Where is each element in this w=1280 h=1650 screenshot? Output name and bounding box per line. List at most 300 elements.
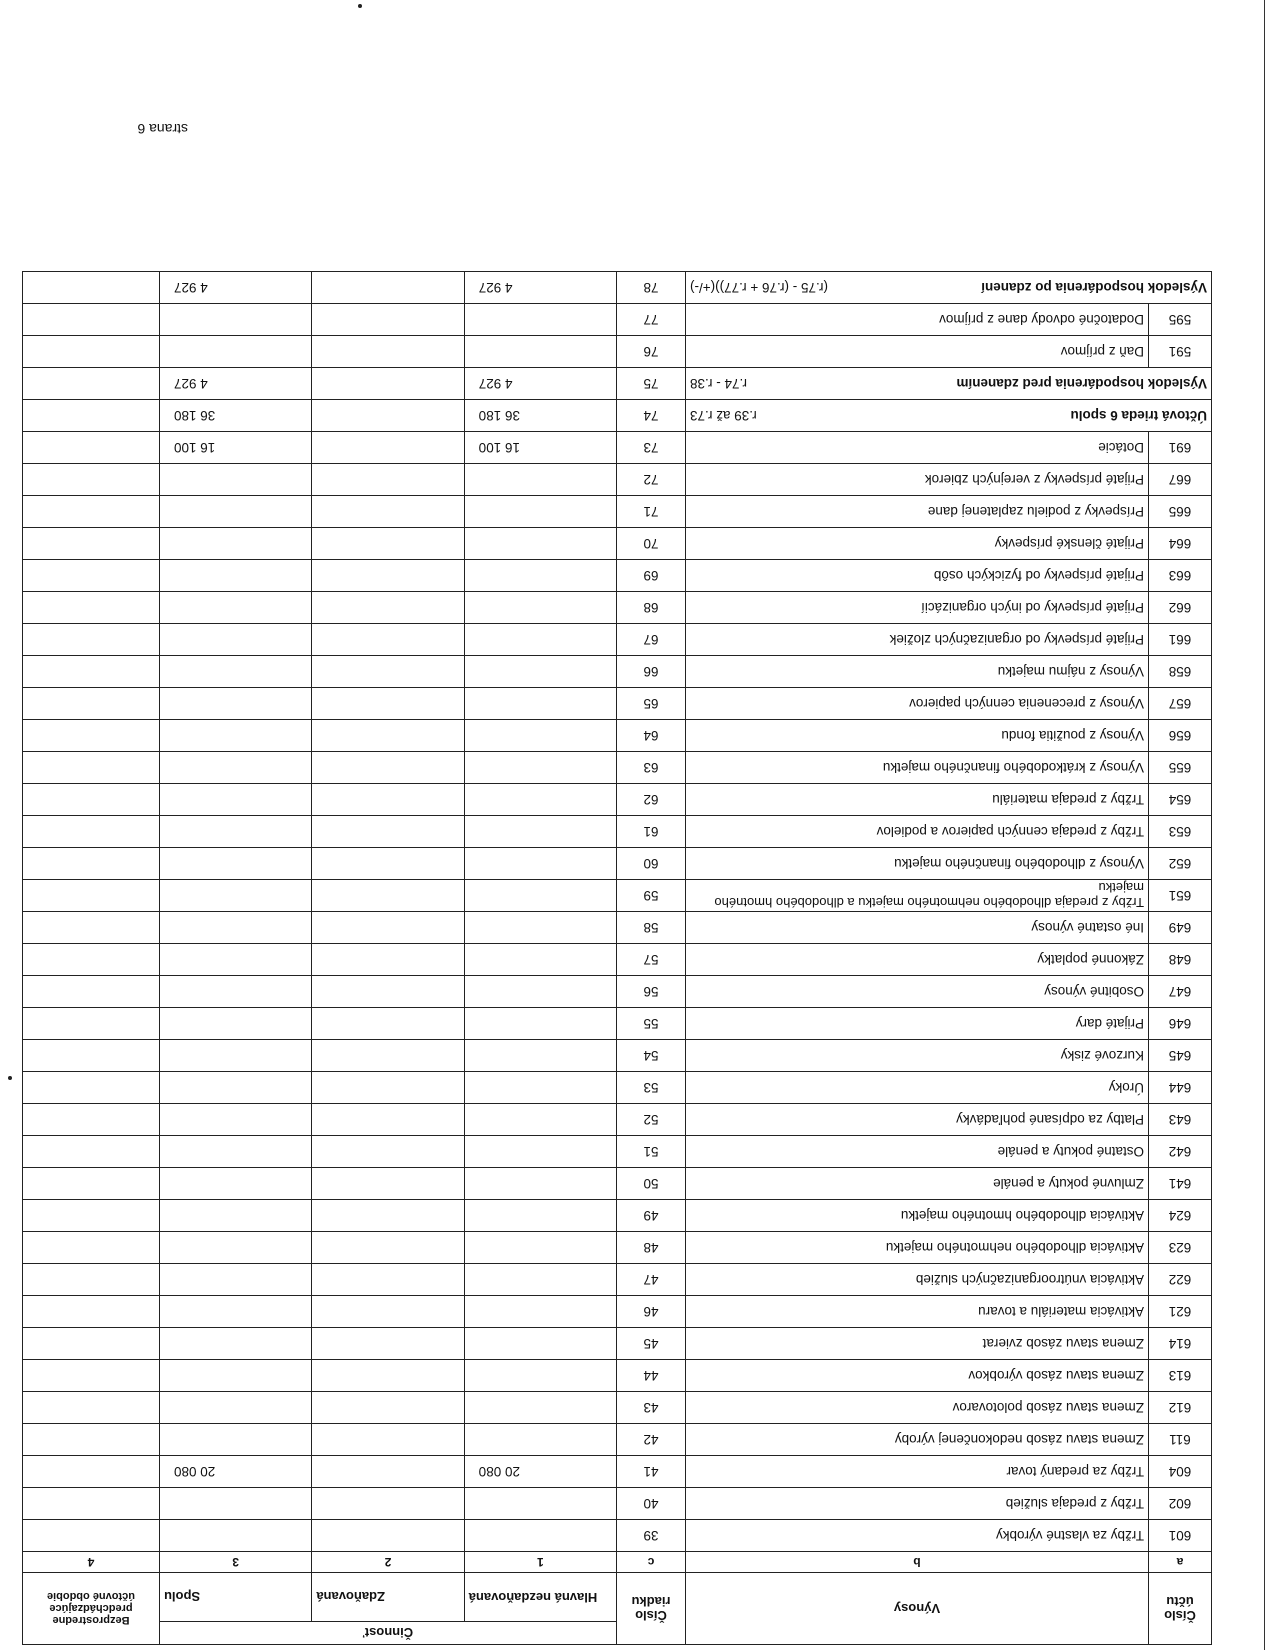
- value-taxed: [312, 816, 464, 848]
- account-number: 645: [1149, 1040, 1212, 1072]
- column-index: 3: [160, 1552, 312, 1573]
- revenue-table: [22, 271, 1212, 1645]
- value-main-untaxed: [464, 944, 616, 976]
- value-total: [160, 944, 312, 976]
- value-previous-period: [23, 1360, 160, 1392]
- table-row: [23, 1360, 1212, 1392]
- account-number: 614: [1149, 1328, 1212, 1360]
- account-number: 691: [1149, 432, 1212, 464]
- row-number: 61: [617, 816, 686, 848]
- value-total: [160, 1008, 312, 1040]
- row-number: 58: [617, 912, 686, 944]
- value-total: [160, 1424, 312, 1456]
- table-row: [23, 368, 1212, 400]
- value-total: [160, 816, 312, 848]
- value-total: [160, 336, 312, 368]
- row-label: Príspevky z podielu zaplatenej dane: [686, 496, 1149, 528]
- value-taxed: [312, 368, 464, 400]
- table-row: [23, 1424, 1212, 1456]
- value-main-untaxed: [464, 464, 616, 496]
- value-main-untaxed: [464, 784, 616, 816]
- table-row: [23, 944, 1212, 976]
- table-row: [23, 528, 1212, 560]
- row-label: Tržby z predaja služieb: [686, 1488, 1149, 1520]
- value-taxed: [312, 1072, 464, 1104]
- value-main-untaxed: [464, 592, 616, 624]
- table-row: [23, 1264, 1212, 1296]
- row-number: 76: [617, 336, 686, 368]
- header-taxed: Zdaňovaná: [312, 1573, 464, 1622]
- value-taxed: [312, 1456, 464, 1488]
- row-number: 52: [617, 1104, 686, 1136]
- value-taxed: [312, 528, 464, 560]
- column-index-row: [23, 1552, 1212, 1573]
- value-previous-period: [23, 1008, 160, 1040]
- row-label: Prijaté príspevky od organizačných zložiek: [686, 624, 1149, 656]
- account-number: 661: [1149, 624, 1212, 656]
- account-number: 651: [1149, 880, 1212, 912]
- value-taxed: [312, 624, 464, 656]
- value-previous-period: [23, 912, 160, 944]
- row-label: Aktivácia dlhodobého nehmotného majetku: [686, 1232, 1149, 1264]
- value-previous-period: [23, 1136, 160, 1168]
- row-formula: r.39 až r.73: [690, 408, 757, 423]
- header-revenues: Výnosy: [686, 1573, 1149, 1645]
- value-total: [160, 656, 312, 688]
- value-total: 36 180: [160, 400, 312, 432]
- table-row: [23, 1072, 1212, 1104]
- row-label-text: Účtová trieda 6 spolu: [1070, 408, 1207, 423]
- value-taxed: [312, 432, 464, 464]
- value-main-untaxed: [464, 720, 616, 752]
- value-main-untaxed: [464, 688, 616, 720]
- value-previous-period: [23, 272, 160, 304]
- row-label: Kurzové zisky: [686, 1040, 1149, 1072]
- row-number: 53: [617, 1072, 686, 1104]
- value-taxed: [312, 272, 464, 304]
- row-number: 57: [617, 944, 686, 976]
- value-main-untaxed: [464, 1200, 616, 1232]
- value-previous-period: [23, 1040, 160, 1072]
- column-index: 1: [464, 1552, 616, 1573]
- row-number: 49: [617, 1200, 686, 1232]
- row-label: Dodatočné odvody dane z príjmov: [686, 304, 1149, 336]
- value-main-untaxed: [464, 1168, 616, 1200]
- table-row: [23, 1456, 1212, 1488]
- account-number: 653: [1149, 816, 1212, 848]
- value-total: [160, 1168, 312, 1200]
- value-previous-period: [23, 976, 160, 1008]
- table-row: [23, 1168, 1212, 1200]
- account-number: 622: [1149, 1264, 1212, 1296]
- value-main-untaxed: [464, 1136, 616, 1168]
- value-previous-period: [23, 1392, 160, 1424]
- row-number: 64: [617, 720, 686, 752]
- row-formula: (r.75 - (r.76 + r.77))(+/-): [690, 280, 829, 295]
- table-row: [23, 464, 1212, 496]
- account-number: 623: [1149, 1232, 1212, 1264]
- value-total: [160, 1200, 312, 1232]
- value-total: [160, 1360, 312, 1392]
- value-main-untaxed: [464, 1040, 616, 1072]
- row-label: Dotácie: [686, 432, 1149, 464]
- account-number: 656: [1149, 720, 1212, 752]
- value-total: [160, 1264, 312, 1296]
- table-row: [23, 816, 1212, 848]
- value-previous-period: [23, 496, 160, 528]
- value-taxed: [312, 752, 464, 784]
- row-number: 67: [617, 624, 686, 656]
- value-total: [160, 912, 312, 944]
- value-taxed: [312, 1264, 464, 1296]
- value-total: [160, 464, 312, 496]
- account-number: 604: [1149, 1456, 1212, 1488]
- value-taxed: [312, 688, 464, 720]
- row-number: 68: [617, 592, 686, 624]
- row-number: 44: [617, 1360, 686, 1392]
- row-number: 41: [617, 1456, 686, 1488]
- table-row: [23, 1488, 1212, 1520]
- value-previous-period: [23, 1232, 160, 1264]
- row-label: Tržby z predaja cenných papierov a podielov: [686, 816, 1149, 848]
- row-label: Platby za odpísané pohľadávky: [686, 1104, 1149, 1136]
- value-main-untaxed: 36 180: [464, 400, 616, 432]
- value-total: [160, 1520, 312, 1552]
- account-number: 641: [1149, 1168, 1212, 1200]
- account-number: 654: [1149, 784, 1212, 816]
- table-row: [23, 400, 1212, 432]
- row-number: 42: [617, 1424, 686, 1456]
- value-previous-period: [23, 1072, 160, 1104]
- table-row: [23, 560, 1212, 592]
- value-previous-period: [23, 1104, 160, 1136]
- value-taxed: [312, 336, 464, 368]
- account-number: 595: [1149, 304, 1212, 336]
- table-row: [23, 880, 1212, 912]
- value-taxed: [312, 784, 464, 816]
- value-total: [160, 1328, 312, 1360]
- value-main-untaxed: [464, 1104, 616, 1136]
- table-row: [23, 432, 1212, 464]
- page-number: strana 6: [137, 121, 188, 137]
- header-total: Spolu: [160, 1573, 312, 1622]
- value-main-untaxed: [464, 1488, 616, 1520]
- value-total: [160, 1136, 312, 1168]
- account-number: 662: [1149, 592, 1212, 624]
- row-number: 54: [617, 1040, 686, 1072]
- value-taxed: [312, 880, 464, 912]
- account-number: 652: [1149, 848, 1212, 880]
- row-label: Daň z príjmov: [686, 336, 1149, 368]
- value-total: [160, 1040, 312, 1072]
- value-total: 4 927: [160, 272, 312, 304]
- row-label: Zmena stavu zásob zvierat: [686, 1328, 1149, 1360]
- value-main-untaxed: [464, 528, 616, 560]
- table-row: [23, 848, 1212, 880]
- value-taxed: [312, 1168, 464, 1200]
- account-number: 624: [1149, 1200, 1212, 1232]
- table-row: [23, 752, 1212, 784]
- value-main-untaxed: [464, 1264, 616, 1296]
- value-previous-period: [23, 1424, 160, 1456]
- value-total: 16 100: [160, 432, 312, 464]
- row-number: 45: [617, 1328, 686, 1360]
- row-label: Výnosy z precenenia cenných papierov: [686, 688, 1149, 720]
- value-main-untaxed: [464, 1072, 616, 1104]
- value-previous-period: [23, 1296, 160, 1328]
- value-taxed: [312, 1040, 464, 1072]
- row-label: Tržby za vlastné výrobky: [686, 1520, 1149, 1552]
- table-row: [23, 1520, 1212, 1552]
- account-number: 667: [1149, 464, 1212, 496]
- row-number: 62: [617, 784, 686, 816]
- value-total: [160, 496, 312, 528]
- table-row: [23, 1296, 1212, 1328]
- value-total: [160, 752, 312, 784]
- row-label: [686, 368, 1212, 400]
- header-activity: Činnosť: [160, 1622, 617, 1645]
- value-total: [160, 1296, 312, 1328]
- row-number: 43: [617, 1392, 686, 1424]
- account-number: 665: [1149, 496, 1212, 528]
- value-main-untaxed: [464, 976, 616, 1008]
- account-number: 642: [1149, 1136, 1212, 1168]
- account-number: 647: [1149, 976, 1212, 1008]
- value-total: 20 080: [160, 1456, 312, 1488]
- value-taxed: [312, 1008, 464, 1040]
- row-label: Zmena stavu zásob výrobkov: [686, 1360, 1149, 1392]
- value-taxed: [312, 1520, 464, 1552]
- value-total: [160, 624, 312, 656]
- value-taxed: [312, 1104, 464, 1136]
- row-label-text: Výsledok hospodárenia pred zdanením: [956, 376, 1207, 391]
- row-number: 78: [617, 272, 686, 304]
- row-number: 39: [617, 1520, 686, 1552]
- table-row: [23, 304, 1212, 336]
- account-number: 591: [1149, 336, 1212, 368]
- value-previous-period: [23, 1168, 160, 1200]
- value-main-untaxed: [464, 1008, 616, 1040]
- value-taxed: [312, 1424, 464, 1456]
- row-number: 73: [617, 432, 686, 464]
- row-number: 59: [617, 880, 686, 912]
- row-number: 75: [617, 368, 686, 400]
- row-label: Aktivácia materiálu a tovaru: [686, 1296, 1149, 1328]
- value-previous-period: [23, 432, 160, 464]
- value-taxed: [312, 720, 464, 752]
- row-number: 66: [617, 656, 686, 688]
- header-row-number: Číslo riadku: [617, 1573, 686, 1645]
- value-main-untaxed: [464, 1520, 616, 1552]
- row-number: 55: [617, 1008, 686, 1040]
- value-previous-period: [23, 720, 160, 752]
- value-taxed: [312, 560, 464, 592]
- row-label-text: Výsledok hospodárenia po zdanení: [981, 280, 1207, 295]
- table-row: [23, 912, 1212, 944]
- account-number: 649: [1149, 912, 1212, 944]
- account-number: 643: [1149, 1104, 1212, 1136]
- value-taxed: [312, 1392, 464, 1424]
- value-total: [160, 784, 312, 816]
- page-edge-line: [1264, 0, 1265, 1650]
- row-label: Výnosy z použitia fondu: [686, 720, 1149, 752]
- value-previous-period: [23, 528, 160, 560]
- table-row: [23, 1104, 1212, 1136]
- value-main-untaxed: [464, 1360, 616, 1392]
- table-row: [23, 1040, 1212, 1072]
- row-label: Tržby za predaný tovar: [686, 1456, 1149, 1488]
- value-total: [160, 880, 312, 912]
- value-taxed: [312, 592, 464, 624]
- value-main-untaxed: [464, 656, 616, 688]
- value-main-untaxed: [464, 336, 616, 368]
- value-previous-period: [23, 1456, 160, 1488]
- table-row: [23, 688, 1212, 720]
- column-index: 2: [312, 1552, 464, 1573]
- value-total: [160, 560, 312, 592]
- row-number: 40: [617, 1488, 686, 1520]
- value-total: [160, 528, 312, 560]
- value-taxed: [312, 1200, 464, 1232]
- value-main-untaxed: [464, 1328, 616, 1360]
- value-taxed: [312, 944, 464, 976]
- row-number: 47: [617, 1264, 686, 1296]
- value-taxed: [312, 1232, 464, 1264]
- table-row: [23, 1136, 1212, 1168]
- row-number: 51: [617, 1136, 686, 1168]
- value-previous-period: [23, 400, 160, 432]
- column-index: c: [617, 1552, 686, 1573]
- row-number: 63: [617, 752, 686, 784]
- row-label: Iné ostatné výnosy: [686, 912, 1149, 944]
- account-number: 657: [1149, 688, 1212, 720]
- value-previous-period: [23, 816, 160, 848]
- value-previous-period: [23, 944, 160, 976]
- row-number: 70: [617, 528, 686, 560]
- row-label: Prijaté príspevky od fyzických osôb: [686, 560, 1149, 592]
- row-number: 74: [617, 400, 686, 432]
- account-number: 612: [1149, 1392, 1212, 1424]
- table-row: [23, 976, 1212, 1008]
- row-label: Aktivácia vnútroorganizačných služieb: [686, 1264, 1149, 1296]
- row-number: 77: [617, 304, 686, 336]
- value-main-untaxed: [464, 1424, 616, 1456]
- value-main-untaxed: [464, 912, 616, 944]
- value-previous-period: [23, 624, 160, 656]
- table-row: [23, 624, 1212, 656]
- value-previous-period: [23, 688, 160, 720]
- row-number: 48: [617, 1232, 686, 1264]
- row-label: Prijaté dary: [686, 1008, 1149, 1040]
- row-label: Tržby z predaja dlhodobého nehmotného majetku a dlhodobého hmotného majetku: [686, 880, 1149, 912]
- value-main-untaxed: [464, 624, 616, 656]
- column-index: b: [686, 1552, 1149, 1573]
- row-label: Úroky: [686, 1072, 1149, 1104]
- row-number: 72: [617, 464, 686, 496]
- row-label: Prijaté členské príspevky: [686, 528, 1149, 560]
- row-label: [686, 400, 1212, 432]
- column-index: a: [1149, 1552, 1212, 1573]
- value-main-untaxed: [464, 880, 616, 912]
- row-label: Osobitné výnosy: [686, 976, 1149, 1008]
- value-total: [160, 1072, 312, 1104]
- value-previous-period: [23, 336, 160, 368]
- value-taxed: [312, 496, 464, 528]
- scan-speck: [8, 1076, 12, 1080]
- value-total: [160, 720, 312, 752]
- row-label: Prijaté príspevky od iných organizácií: [686, 592, 1149, 624]
- value-main-untaxed: [464, 752, 616, 784]
- value-total: [160, 1232, 312, 1264]
- value-main-untaxed: [464, 848, 616, 880]
- row-label: Ostatné pokuty a penále: [686, 1136, 1149, 1168]
- value-total: [160, 1488, 312, 1520]
- value-previous-period: [23, 656, 160, 688]
- row-label: Zmena stavu zásob nedokončenej výroby: [686, 1424, 1149, 1456]
- table-row: [23, 272, 1212, 304]
- header-account: Číslo účtu: [1149, 1573, 1212, 1645]
- value-total: [160, 688, 312, 720]
- revenue-rows: [23, 272, 1212, 1552]
- value-previous-period: [23, 1264, 160, 1296]
- table-row: [23, 656, 1212, 688]
- value-main-untaxed: [464, 304, 616, 336]
- account-number: 646: [1149, 1008, 1212, 1040]
- table-row: [23, 592, 1212, 624]
- value-taxed: [312, 1136, 464, 1168]
- value-taxed: [312, 848, 464, 880]
- row-number: 60: [617, 848, 686, 880]
- value-previous-period: [23, 1328, 160, 1360]
- value-total: [160, 1392, 312, 1424]
- row-label: Výnosy z krátkodobého finančného majetku: [686, 752, 1149, 784]
- value-previous-period: [23, 1488, 160, 1520]
- row-number: 46: [617, 1296, 686, 1328]
- table-row: [23, 1200, 1212, 1232]
- table-row: [23, 720, 1212, 752]
- account-number: 621: [1149, 1296, 1212, 1328]
- value-previous-period: [23, 560, 160, 592]
- value-total: [160, 592, 312, 624]
- row-label: Výnosy z nájmu majetku: [686, 656, 1149, 688]
- column-index: 4: [23, 1552, 160, 1573]
- value-main-untaxed: 4 927: [464, 368, 616, 400]
- value-previous-period: [23, 464, 160, 496]
- value-main-untaxed: [464, 1392, 616, 1424]
- value-taxed: [312, 400, 464, 432]
- value-taxed: [312, 1328, 464, 1360]
- row-number: 50: [617, 1168, 686, 1200]
- row-label: Prijaté príspevky z verejných zbierok: [686, 464, 1149, 496]
- row-number: 71: [617, 496, 686, 528]
- value-previous-period: [23, 1200, 160, 1232]
- account-number: 655: [1149, 752, 1212, 784]
- value-previous-period: [23, 880, 160, 912]
- value-taxed: [312, 1296, 464, 1328]
- account-number: 601: [1149, 1520, 1212, 1552]
- value-previous-period: [23, 1520, 160, 1552]
- value-main-untaxed: 16 100: [464, 432, 616, 464]
- row-label: Zákonné poplatky: [686, 944, 1149, 976]
- value-total: [160, 976, 312, 1008]
- row-number: 65: [617, 688, 686, 720]
- row-number: 69: [617, 560, 686, 592]
- value-main-untaxed: 20 080: [464, 1456, 616, 1488]
- value-taxed: [312, 1360, 464, 1392]
- value-previous-period: [23, 368, 160, 400]
- value-main-untaxed: [464, 816, 616, 848]
- value-previous-period: [23, 304, 160, 336]
